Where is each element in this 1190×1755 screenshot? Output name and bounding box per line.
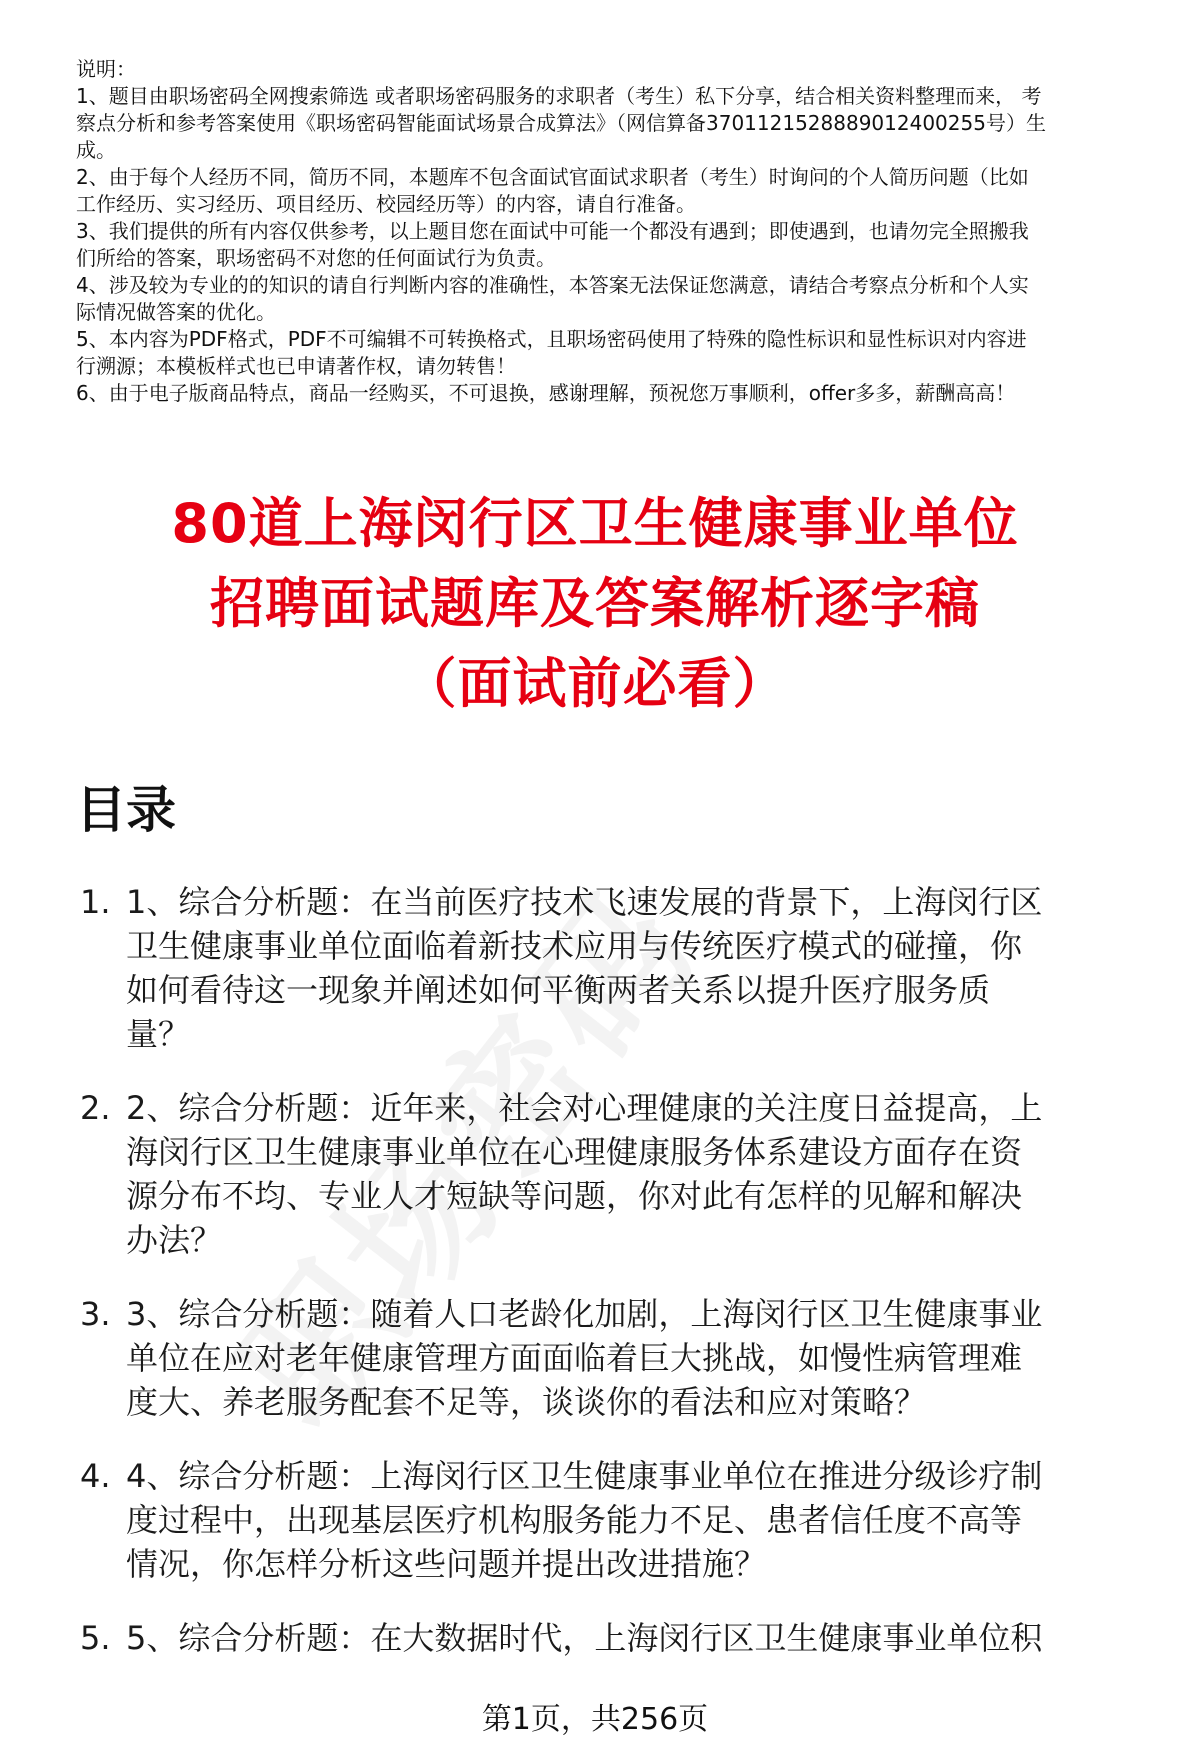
toc-item [76, 880, 1166, 1056]
notes-line: 成。 [76, 138, 116, 162]
toc-item [76, 1292, 1166, 1424]
toc-item-line: 如何看待这一现象并阐述如何平衡两者关系以提升医疗服务质 [126, 971, 991, 1009]
notes-line: 6、由于电子版商品特点，商品一经购买，不可退换，感谢理解，预祝您万事顺利，offer多多，薪酬高高！ [76, 381, 1016, 405]
notes-line: 察点分析和参考答案使用《职场密码智能面试场景合成算法》（网信算备3701121528889012400255号）生 [76, 111, 1046, 135]
notes-heading: 说明： [76, 57, 136, 81]
title-line-1: 80道上海闵行区卫生健康事业单位 [171, 492, 1019, 555]
toc-item-line: 4、综合分析题：上海闵行区卫生健康事业单位在推进分级诊疗制 [126, 1457, 1043, 1495]
toc-item-line: 3、综合分析题：随着人口老龄化加剧，上海闵行区卫生健康事业 [126, 1295, 1043, 1333]
notes-line: 际情况做答案的优化。 [76, 300, 276, 324]
toc-item [76, 1086, 1166, 1262]
notes-line: 4、涉及较为专业的的知识的请自行判断内容的准确性，本答案无法保证您满意，请结合考察点分析和个人实 [76, 273, 1029, 297]
notes-line: 1、题目由职场密码全网搜索筛选 或者职场密码服务的求职者（考生）私下分享，结合相关资料整理而来， 考 [76, 84, 1042, 108]
document-title [60, 484, 1130, 724]
toc-item-number: 2. [80, 1089, 111, 1127]
toc-item-line: 2、综合分析题：近年来，社会对心理健康的关注度日益提高，上 [126, 1089, 1043, 1127]
notes-line: 5、本内容为PDF格式，PDF不可编辑不可转换格式，且职场密码使用了特殊的隐性标识和显性标识对内容进 [76, 327, 1027, 351]
toc-item-number: 1. [80, 883, 111, 921]
toc-item-line: 5、综合分析题：在大数据时代，上海闵行区卫生健康事业单位积 [126, 1619, 1043, 1657]
toc-heading: 目录 [76, 781, 176, 839]
page-number: 第1页，共256页 [481, 1702, 709, 1737]
notes-line: 们所给的答案，职场密码不对您的任何面试行为负责。 [76, 246, 556, 270]
toc-item-line: 度大、养老服务配套不足等，谈谈你的看法和应对策略？ [126, 1383, 927, 1421]
toc-item [76, 1616, 1166, 1660]
title-line-3: （面试前必看） [402, 652, 788, 715]
toc-item-number: 3. [80, 1295, 111, 1333]
toc-item [76, 1454, 1166, 1586]
toc-item-number: 5. [80, 1619, 111, 1657]
disclaimer-notes [76, 56, 1126, 407]
notes-line: 行溯源；本模板样式也已申请著作权，请勿转售！ [76, 354, 516, 378]
toc-item-number: 4. [80, 1457, 111, 1495]
notes-line: 工作经历、实习经历、项目经历、校园经历等）的内容，请自行准备。 [76, 192, 696, 216]
notes-line: 3、我们提供的所有内容仅供参考，以上题目您在面试中可能一个都没有遇到；即使遇到，也请勿完全照搬我 [76, 219, 1029, 243]
toc-item-line: 单位在应对老年健康管理方面面临着巨大挑战，如慢性病管理难 [126, 1339, 1023, 1377]
toc-item-line: 办法？ [126, 1221, 223, 1259]
notes-line: 2、由于每个人经历不同，简历不同，本题库不包含面试官面试求职者（考生）时询问的个人简历问题（比如 [76, 165, 1029, 189]
toc-item-line: 卫生健康事业单位面临着新技术应用与传统医疗模式的碰撞，你 [126, 927, 1023, 965]
toc-item-line: 1、综合分析题：在当前医疗技术飞速发展的背景下，上海闵行区 [126, 883, 1043, 921]
toc-item-line: 量？ [126, 1015, 191, 1053]
toc-item-line: 度过程中，出现基层医疗机构服务能力不足、患者信任度不高等 [126, 1501, 1023, 1539]
toc-list [76, 880, 1166, 1690]
toc-item-line: 海闵行区卫生健康事业单位在心理健康服务体系建设方面存在资 [126, 1133, 1023, 1171]
toc-item-line: 情况，你怎样分析这些问题并提出改进措施？ [126, 1545, 767, 1583]
title-line-2: 招聘面试题库及答案解析逐字稿 [210, 572, 980, 635]
toc-item-line: 源分布不均、专业人才短缺等问题，你对此有怎样的见解和解决 [126, 1177, 1023, 1215]
